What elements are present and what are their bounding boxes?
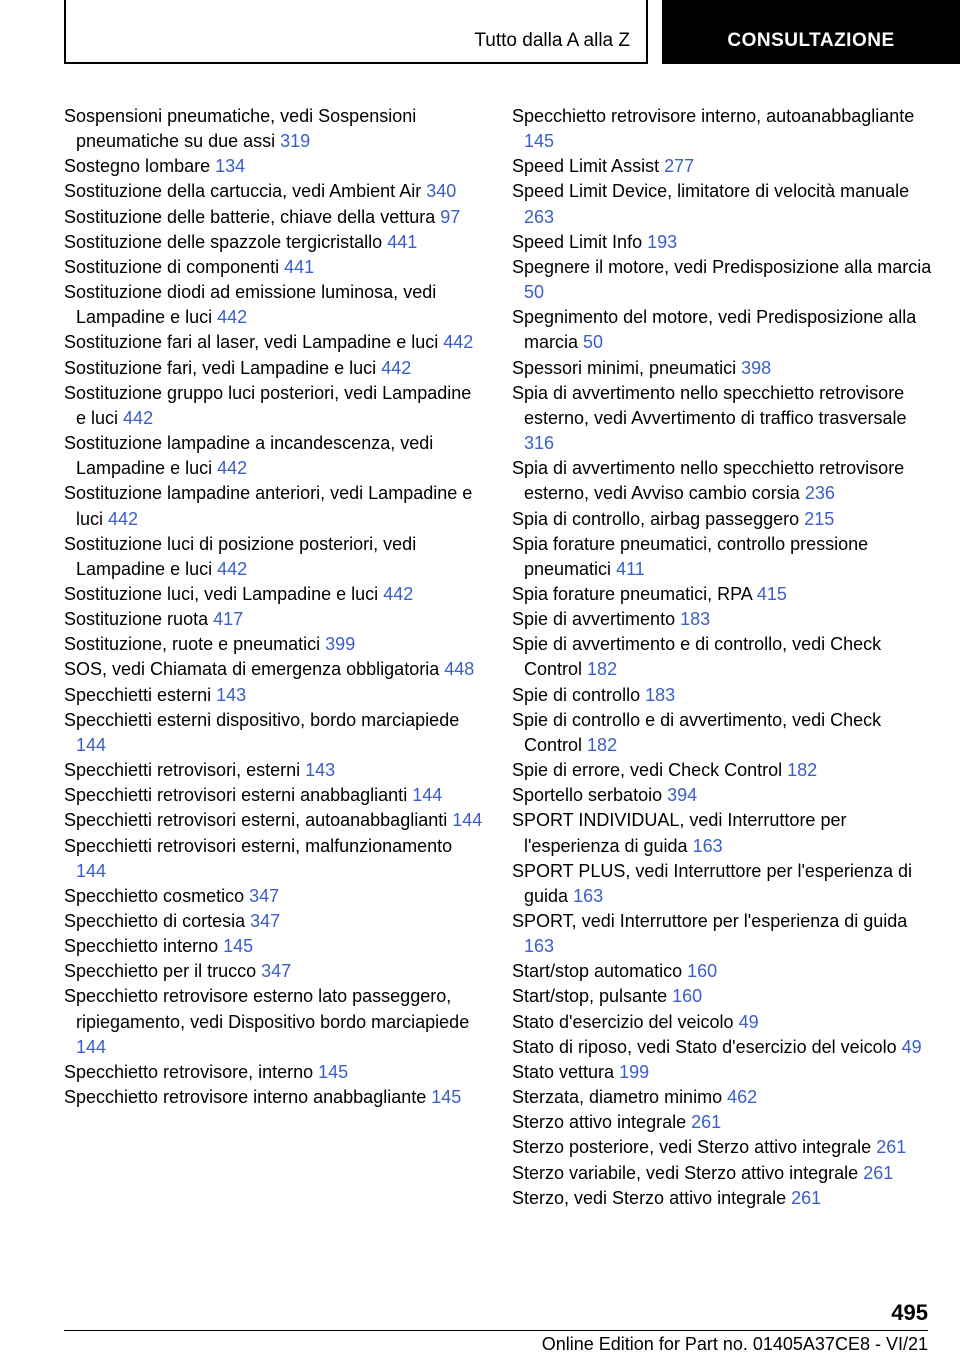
index-entry-text: Sterzata, diametro minimo bbox=[512, 1087, 723, 1108]
index-entry bbox=[64, 532, 484, 582]
footer-divider bbox=[64, 1330, 928, 1331]
index-entry-text: Spie di avvertimento bbox=[512, 609, 676, 630]
index-entry bbox=[512, 1110, 932, 1135]
index-entry bbox=[64, 783, 484, 808]
index-entry bbox=[64, 431, 484, 481]
page-reference-link[interactable]: 411 bbox=[616, 558, 645, 579]
page-reference-link[interactable]: 49 bbox=[901, 1036, 922, 1057]
index-entry bbox=[512, 758, 932, 783]
index-entry bbox=[512, 255, 932, 305]
index-entry-text: Stato d'esercizio del veicolo bbox=[512, 1011, 734, 1032]
index-entry bbox=[512, 683, 932, 708]
index-entry-text: Speed Limit Device, limitatore di velocità manuale bbox=[512, 181, 910, 202]
edition-footer: Online Edition for Part no. 01405A37CE8 - VI/21 bbox=[541, 1334, 928, 1354]
page-reference-link[interactable]: 163 bbox=[573, 885, 604, 906]
index-entry bbox=[512, 1035, 932, 1060]
page-reference-link[interactable]: 261 bbox=[863, 1162, 894, 1183]
page-reference-link[interactable]: 340 bbox=[426, 181, 457, 202]
index-entry bbox=[64, 330, 484, 355]
index-entry bbox=[512, 783, 932, 808]
index-entry-text: Sportello serbatoio bbox=[512, 785, 663, 806]
page-reference-link[interactable]: 182 bbox=[587, 659, 618, 680]
index-entry-text: Specchietti retrovisori esterni, autoanabbaglianti bbox=[64, 810, 448, 831]
index-entry-text: SPORT INDIVIDUAL, vedi Interruttore per l'esperienza di guida bbox=[512, 810, 847, 856]
page-reference-link[interactable]: 145 bbox=[318, 1061, 349, 1082]
index-entry bbox=[512, 154, 932, 179]
index-entry-text: Sostituzione della cartuccia, vedi Ambient Air bbox=[64, 181, 422, 202]
page-reference-link[interactable]: 143 bbox=[216, 684, 247, 705]
page-reference-link[interactable]: 319 bbox=[280, 131, 311, 152]
index-entry bbox=[512, 1010, 932, 1035]
index-entry bbox=[64, 632, 484, 657]
page-reference-link[interactable]: 442 bbox=[123, 407, 154, 428]
page-reference-link[interactable]: 263 bbox=[524, 206, 555, 227]
index-entry-text: Specchietto per il trucco bbox=[64, 961, 257, 982]
index-entry-text: Spie di avvertimento e di controllo, vedi Check Control bbox=[512, 634, 882, 680]
index-entry-text: Specchietti retrovisori, esterni bbox=[64, 760, 301, 781]
index-entry bbox=[512, 808, 932, 858]
index-entry-text: Spia forature pneumatici, RPA bbox=[512, 583, 752, 604]
index-entry bbox=[64, 179, 484, 204]
page-reference-link[interactable]: 261 bbox=[876, 1137, 907, 1158]
index-entry-text: SPORT, vedi Interruttore per l'esperienza di guida bbox=[512, 911, 908, 931]
index-entry bbox=[64, 683, 484, 708]
page-reference-link[interactable]: 145 bbox=[431, 1087, 462, 1108]
page-reference-link[interactable]: 415 bbox=[756, 583, 787, 604]
index-entry-text: Specchietto retrovisore, interno bbox=[64, 1061, 314, 1082]
index-entry bbox=[64, 230, 484, 255]
page-reference-link[interactable]: 182 bbox=[587, 734, 618, 755]
index-entry-text: Spegnere il motore, vedi Predisposizione alla marcia bbox=[512, 256, 932, 277]
page-reference-link[interactable]: 316 bbox=[524, 433, 555, 454]
index-entry-text: SOS, vedi Chiamata di emergenza obbligatoria bbox=[64, 659, 440, 680]
index-entry bbox=[64, 708, 484, 758]
index-entry-text: Sostituzione luci, vedi Lampadine e luci bbox=[64, 583, 379, 604]
index-entry-text: Sostituzione lampadine a incandescenza, vedi Lampadine e luci bbox=[64, 433, 434, 479]
index-entry bbox=[512, 230, 932, 255]
index-entry-text: Specchietto retrovisore interno anabbagliante bbox=[64, 1087, 427, 1108]
index-entry-text: Sostituzione fari al laser, vedi Lampadine e luci bbox=[64, 332, 439, 353]
index-entry-text: Spessori minimi, pneumatici bbox=[512, 357, 737, 378]
page-reference-link[interactable]: 145 bbox=[223, 936, 254, 957]
index-entry bbox=[512, 1186, 932, 1211]
index-entry bbox=[512, 356, 932, 381]
index-entry-text: Spie di controllo e di avvertimento, vedi Check Control bbox=[512, 709, 882, 755]
index-entry bbox=[64, 1085, 484, 1110]
page-reference-link[interactable]: 277 bbox=[664, 156, 695, 177]
index-entry-text: Start/stop automatico bbox=[512, 961, 683, 982]
index-entry bbox=[512, 984, 932, 1009]
index-entry-text: Stato vettura bbox=[512, 1061, 615, 1082]
index-entry-text: Specchietti esterni dispositivo, bordo marciapiede bbox=[64, 709, 460, 730]
index-entry-text: Spia forature pneumatici, controllo pressione pneumatici bbox=[512, 533, 869, 579]
index-entry bbox=[512, 507, 932, 532]
index-entry bbox=[64, 909, 484, 934]
index-entry bbox=[512, 305, 932, 355]
index-entry bbox=[64, 934, 484, 959]
index-entry bbox=[64, 1060, 484, 1085]
page-reference-link[interactable]: 442 bbox=[381, 357, 412, 378]
page-reference-link[interactable]: 442 bbox=[217, 307, 248, 328]
index-entry bbox=[512, 632, 932, 682]
page-reference-link[interactable]: 144 bbox=[76, 1036, 107, 1057]
page-reference-link[interactable]: 183 bbox=[645, 684, 676, 705]
index-entry bbox=[512, 1135, 932, 1160]
page-reference-link[interactable]: 394 bbox=[667, 785, 698, 806]
page-reference-link[interactable]: 442 bbox=[217, 558, 248, 579]
index-entry-text: Specchietti esterni bbox=[64, 684, 212, 705]
index-entry-text: Spie di errore, vedi Check Control bbox=[512, 760, 783, 781]
page-reference-link[interactable]: 160 bbox=[672, 986, 703, 1007]
index-entry-text: Spia di controllo, airbag passeggero bbox=[512, 508, 800, 529]
index-entry bbox=[64, 381, 484, 431]
page-reference-link[interactable]: 193 bbox=[647, 231, 678, 252]
index-entry bbox=[64, 959, 484, 984]
index-entry-text: Specchietto retrovisore esterno lato passeggero, ripiegamento, vedi Dispositivo bordo marciapiede bbox=[64, 986, 470, 1032]
index-entry-text: Spie di controllo bbox=[512, 684, 641, 705]
index-entry-text: Sterzo attivo integrale bbox=[512, 1112, 687, 1133]
page-reference-link[interactable]: 347 bbox=[249, 885, 280, 906]
index-entry-text: Sospensioni pneumatiche, vedi Sospensioni pneumatiche su due assi bbox=[64, 106, 417, 152]
index-column-left bbox=[64, 104, 484, 1110]
page-reference-link[interactable]: 145 bbox=[524, 131, 555, 152]
page-reference-link[interactable]: 199 bbox=[619, 1061, 650, 1082]
index-entry-text: Sostituzione, ruote e pneumatici bbox=[64, 634, 321, 655]
index-entry-text: SPORT PLUS, vedi Interruttore per l'esperienza di guida bbox=[512, 860, 912, 906]
index-entry bbox=[64, 834, 484, 884]
index-entry bbox=[64, 280, 484, 330]
index-entry-text: Spia di avvertimento nello specchietto retrovisore esterno, vedi Avvertimento di traffico trasversale bbox=[512, 382, 907, 428]
page-reference-link[interactable]: 144 bbox=[412, 785, 443, 806]
page-reference-link[interactable]: 134 bbox=[215, 156, 246, 177]
page-reference-link[interactable]: 399 bbox=[325, 634, 356, 655]
page-reference-link[interactable]: 442 bbox=[217, 458, 248, 479]
page-reference-link[interactable]: 144 bbox=[452, 810, 483, 831]
page-reference-link[interactable]: 442 bbox=[108, 508, 139, 529]
index-entry bbox=[64, 607, 484, 632]
page-reference-link[interactable]: 448 bbox=[444, 659, 475, 680]
page-reference-link[interactable]: 163 bbox=[524, 936, 555, 957]
index-entry bbox=[512, 909, 932, 959]
index-entry-text: Sostituzione lampadine anteriori, vedi Lampadine e luci bbox=[64, 483, 473, 529]
index-entry bbox=[512, 456, 932, 506]
index-entry-text: Specchietto retrovisore interno, autoanabbagliante bbox=[512, 106, 915, 126]
index-entry bbox=[512, 104, 932, 154]
index-entry bbox=[512, 1161, 932, 1186]
index-entry bbox=[64, 481, 484, 531]
index-entry bbox=[512, 582, 932, 607]
index-entry-text: Spegnimento del motore, vedi Predisposizione alla marcia bbox=[512, 307, 917, 353]
page-reference-link[interactable]: 144 bbox=[76, 734, 107, 755]
index-entry bbox=[512, 859, 932, 909]
index-entry bbox=[512, 1060, 932, 1085]
index-entry-text: Sostegno lombare bbox=[64, 156, 211, 177]
page-reference-link[interactable]: 144 bbox=[76, 860, 107, 881]
index-entry bbox=[64, 984, 484, 1059]
index-entry bbox=[64, 255, 484, 280]
page-reference-link[interactable]: 347 bbox=[250, 911, 281, 931]
page-reference-link[interactable]: 417 bbox=[213, 609, 244, 630]
index-entry bbox=[64, 758, 484, 783]
page-reference-link[interactable]: 49 bbox=[738, 1011, 759, 1032]
index-column-right bbox=[512, 104, 932, 1211]
page-reference-link[interactable]: 50 bbox=[524, 282, 545, 303]
page-reference-link[interactable]: 182 bbox=[787, 760, 818, 781]
page-reference-link[interactable]: 398 bbox=[741, 357, 772, 378]
index-entry bbox=[64, 104, 484, 154]
page-reference-link[interactable]: 441 bbox=[387, 231, 418, 252]
index-entry-text: Speed Limit Assist bbox=[512, 156, 660, 177]
index-entry bbox=[512, 1085, 932, 1110]
index-entry-text: Stato di riposo, vedi Stato d'esercizio del veicolo bbox=[512, 1036, 897, 1057]
index-entry-text: Specchietti retrovisori esterni anabbaglianti bbox=[64, 785, 408, 806]
page-reference-link[interactable]: 160 bbox=[687, 961, 718, 982]
index-entry bbox=[64, 657, 484, 682]
index-entry bbox=[64, 884, 484, 909]
page-reference-link[interactable]: 442 bbox=[443, 332, 474, 353]
page-number: 495 bbox=[891, 1300, 928, 1325]
index-entry-text: Sostituzione gruppo luci posteriori, vedi Lampadine e luci bbox=[64, 382, 472, 428]
index-entry-text: Spia di avvertimento nello specchietto retrovisore esterno, vedi Avviso cambio corsia bbox=[512, 458, 905, 504]
page-reference-link[interactable]: 347 bbox=[261, 961, 292, 982]
page-reference-link[interactable]: 215 bbox=[804, 508, 835, 529]
page-reference-link[interactable]: 441 bbox=[284, 256, 315, 277]
index-entry-text: Sostituzione luci di posizione posteriori, vedi Lampadine e luci bbox=[64, 533, 417, 579]
index-entry bbox=[64, 582, 484, 607]
page-reference-link[interactable]: 97 bbox=[440, 206, 461, 227]
page-reference-link[interactable]: 183 bbox=[680, 609, 711, 630]
index-entry bbox=[64, 356, 484, 381]
index-entry-text: Speed Limit Info bbox=[512, 231, 643, 252]
index-entry-text: Sostituzione delle spazzole tergicristallo bbox=[64, 231, 383, 252]
index-entry-text: Sostituzione fari, vedi Lampadine e luci bbox=[64, 357, 377, 378]
page-reference-link[interactable]: 163 bbox=[692, 835, 723, 856]
index-entry bbox=[512, 959, 932, 984]
index-entry bbox=[64, 808, 484, 833]
index-entry bbox=[64, 205, 484, 230]
section-tab: CONSULTAZIONE bbox=[662, 0, 960, 64]
page-reference-link[interactable]: 261 bbox=[691, 1112, 722, 1133]
index-entry-text: Sostituzione delle batterie, chiave della vettura bbox=[64, 206, 436, 227]
page-reference-link[interactable]: 261 bbox=[791, 1187, 822, 1208]
index-entry bbox=[512, 381, 932, 456]
index-entry-text: Sterzo, vedi Sterzo attivo integrale bbox=[512, 1187, 787, 1208]
index-entry-text: Sostituzione ruota bbox=[64, 609, 209, 630]
index-entry bbox=[512, 708, 932, 758]
index-entry-text: Start/stop, pulsante bbox=[512, 986, 668, 1007]
index-entry-text: Sostituzione di componenti bbox=[64, 256, 280, 277]
index-entry bbox=[512, 532, 932, 582]
index-entry-text: Specchietto di cortesia bbox=[64, 911, 246, 931]
index-entry-text: Sostituzione diodi ad emissione luminosa, vedi Lampadine e luci bbox=[64, 282, 437, 328]
page-reference-link[interactable]: 442 bbox=[383, 583, 414, 604]
index-entry-text: Sterzo variabile, vedi Sterzo attivo integrale bbox=[512, 1162, 859, 1183]
page-reference-link[interactable]: 462 bbox=[727, 1087, 758, 1108]
page-reference-link[interactable]: 50 bbox=[583, 332, 604, 353]
page-reference-link[interactable]: 236 bbox=[804, 483, 835, 504]
index-entry-text: Specchietti retrovisori esterni, malfunzionamento bbox=[64, 835, 453, 856]
index-entry bbox=[512, 607, 932, 632]
index-entry-text: Sterzo posteriore, vedi Sterzo attivo integrale bbox=[512, 1137, 872, 1158]
index-entry-text: Specchietto interno bbox=[64, 936, 219, 957]
section-title: Tutto dalla A alla Z bbox=[474, 30, 630, 51]
page-reference-link[interactable]: 143 bbox=[305, 760, 336, 781]
index-entry bbox=[64, 154, 484, 179]
index-entry-text: Specchietto cosmetico bbox=[64, 885, 245, 906]
index-entry bbox=[512, 179, 932, 229]
